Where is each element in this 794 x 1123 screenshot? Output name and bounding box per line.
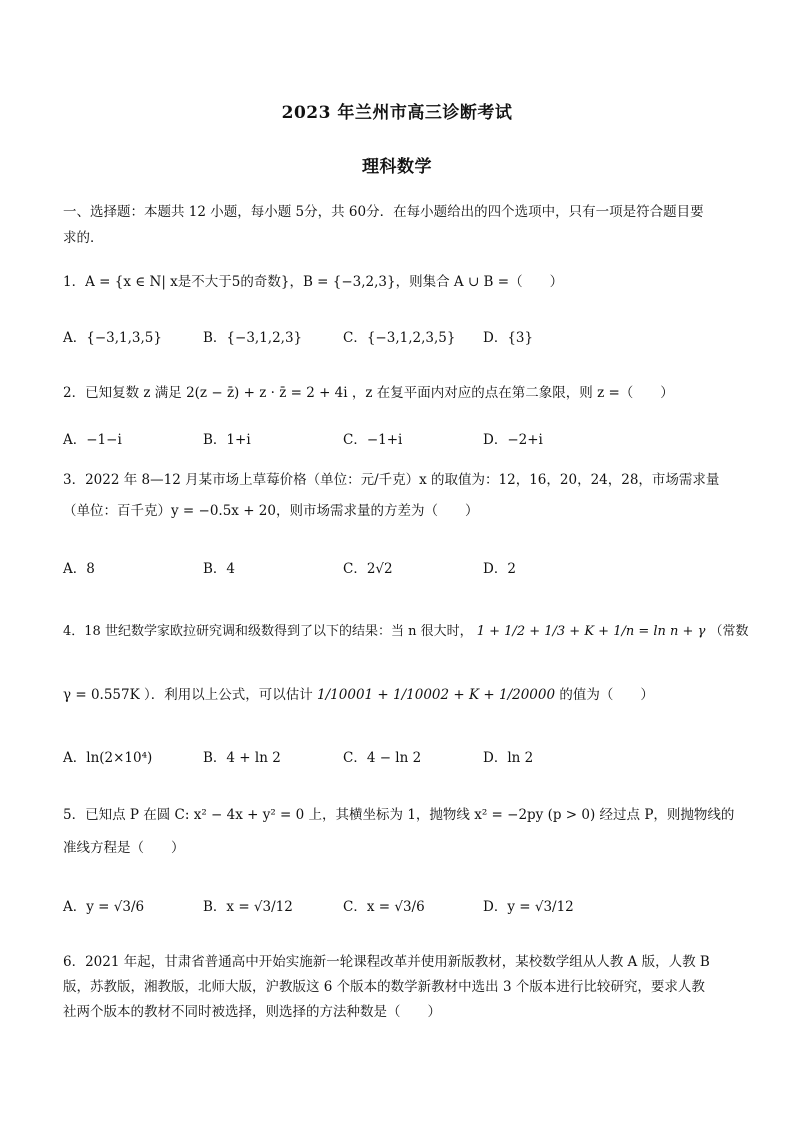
question-2-stem: 2．已知复数 z 满足 2(z − z̄) + z · z̄ = 2 + 4i ，z 在复平面内对应的点在第二象限，则 z =（ ）	[63, 385, 674, 401]
question-4-stem-2b: 的值为（ ）	[559, 687, 654, 703]
question-4-option-d: D．ln 2	[483, 750, 534, 766]
question-2-option-c: C．−1+i	[343, 432, 403, 448]
question-1-option-d: D．{3}	[483, 330, 534, 346]
question-4-stem-1b: （常数	[709, 624, 749, 639]
question-4-stem-line-1	[63, 620, 749, 639]
question-4-option-b: B．4 + ln 2	[203, 750, 281, 766]
question-6-stem-line-2: 版，苏教版，湘教版，北师大版，沪教版这 6 个版本的数学新教材中选出 3 个版本进行比较研究，要求人教	[63, 979, 705, 995]
question-2-option-a: A．−1−i	[63, 432, 122, 448]
exam-subtitle: 理科数学	[362, 157, 432, 177]
question-1-option-b: B．{−3,1,2,3}	[203, 330, 303, 346]
question-5-option-a: A．y = √3/6	[63, 899, 145, 915]
instructions-line-1: 一、选择题：本题共 12 小题，每小题 5分，共 60分．在每小题给出的四个选项中，只有一项是符合题目要	[63, 204, 704, 220]
question-3-option-b: B．4	[203, 561, 236, 577]
exam-title: 2023 年兰州市高三诊断考试	[281, 103, 513, 123]
question-4-stem-2a: γ = 0.557K ）．利用以上公式，可以估计	[63, 687, 313, 703]
question-4-sum-expression: 1/10001 + 1/10002 + K + 1/20000	[317, 687, 556, 703]
question-3-stem-line-1: 3．2022 年 8—12 月某市场上草莓价格（单位：元/千克）x 的取值为：12，16，20，24，28，市场需求量	[63, 472, 720, 488]
instructions-line-2: 求的．	[63, 230, 104, 246]
question-4-option-a: A．ln(2×10⁴)	[63, 750, 153, 766]
question-1-option-a: A．{−3,1,3,5}	[63, 330, 162, 346]
question-4-option-c: C．4 − ln 2	[343, 750, 422, 766]
question-3-stem-line-2: （单位：百千克）y = −0.5x + 20，则市场需求量的方差为（ ）	[63, 503, 479, 519]
question-2-option-d: D．−2+i	[483, 432, 543, 448]
question-4-stem-line-2	[63, 683, 654, 703]
question-5-option-c: C．x = √3/6	[343, 899, 425, 915]
question-4-euler-formula: 1 + 1/2 + 1/3 + K + 1/n = ln n + γ	[476, 624, 706, 639]
question-5-option-b: B．x = √3/12	[203, 899, 293, 915]
question-2-option-b: B．1+i	[203, 432, 251, 448]
question-3-option-a: A．8	[63, 561, 95, 577]
question-4-stem-1a: 4．18 世纪数学家欧拉研究调和级数得到了以下的结果：当 n 很大时，	[63, 624, 473, 639]
question-5-stem-line-2: 准线方程是（ ）	[63, 840, 185, 856]
question-5-option-d: D．y = √3/12	[483, 899, 574, 915]
question-6-stem-line-3: 社两个版本的教材不同时被选择，则选择的方法种数是（ ）	[63, 1004, 441, 1020]
question-6-stem-line-1: 6．2021 年起，甘肃省普通高中开始实施新一轮课程改革并使用新版教材，某校数学组从人教 A 版，人教 B	[63, 954, 710, 970]
question-3-option-d: D．2	[483, 561, 516, 577]
question-1-option-c: C．{−3,1,2,3,5}	[343, 330, 456, 346]
question-5-stem-line-1: 5．已知点 P 在圆 C: x² − 4x + y² = 0 上，其横坐标为 1，抛物线 x² = −2py (p > 0) 经过点 P，则抛物线的	[63, 807, 735, 823]
question-3-option-c: C．2√2	[343, 561, 393, 577]
question-1-stem: 1．A = {x ∈ N| x是不大于5的奇数}，B = {−3,2,3}，则集合 A ∪ B =（ ）	[63, 274, 564, 290]
